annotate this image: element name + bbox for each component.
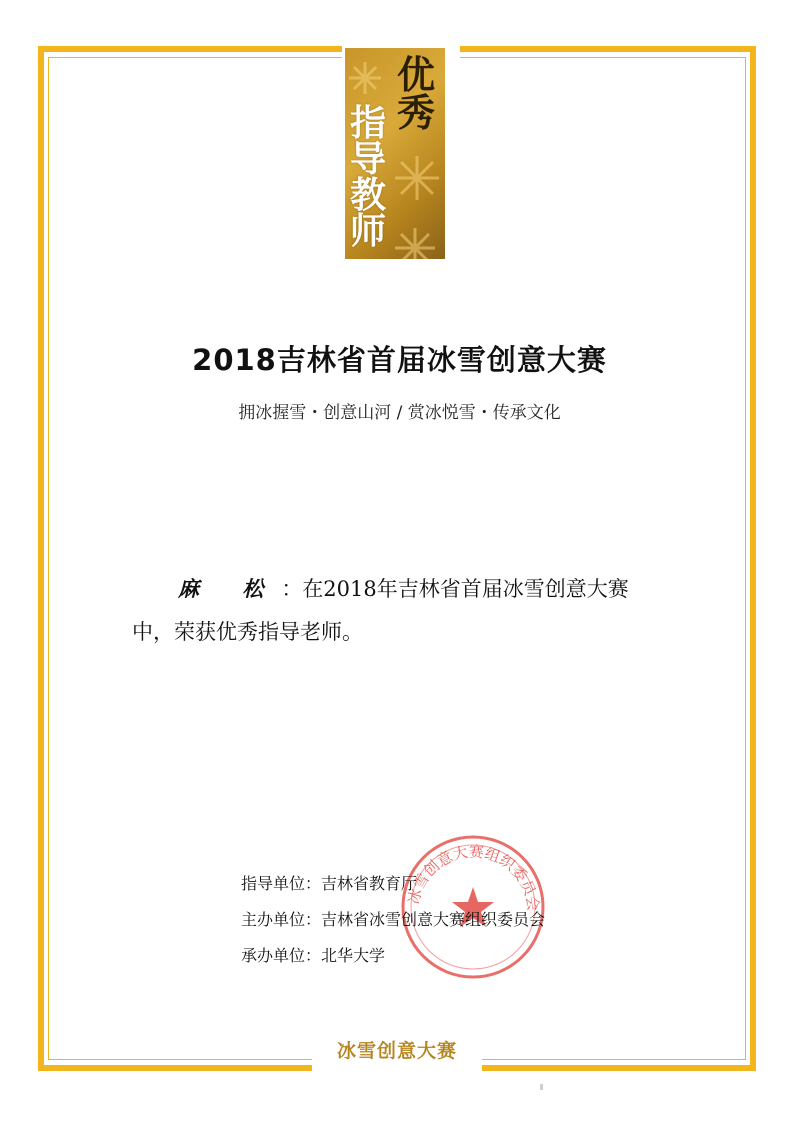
award-statement-line2: 中，荣获优秀指导老师。	[132, 620, 363, 644]
award-banner	[345, 48, 445, 259]
banner-char: 教	[350, 175, 387, 216]
organizer-value: 北华大学	[321, 946, 386, 965]
organizer-label: 指导单位：	[241, 874, 322, 893]
banner-text-left	[350, 103, 387, 252]
banner-char: 优	[397, 53, 436, 97]
organizer-label: 主办单位：	[241, 910, 322, 929]
certificate-title: 2018吉林省首届冰雪创意大赛	[192, 343, 607, 377]
organizer-row	[241, 902, 545, 938]
banner-char: 导	[350, 139, 387, 180]
banner-char: 师	[350, 211, 387, 252]
organizer-value: 吉林省教育厅	[321, 874, 418, 893]
organizer-row	[241, 938, 545, 974]
banner-char: 秀	[397, 91, 436, 135]
award-text-part1: ：在2018年吉林省首届冰雪创意大赛	[281, 577, 629, 601]
banner-text-right	[397, 53, 436, 135]
organizer-row	[241, 866, 545, 902]
recipient-name: 麻 松	[178, 576, 282, 601]
scan-mark	[540, 1084, 543, 1090]
svg-text:冰雪创意大赛组织委员会: 冰雪创意大赛组织委员会	[404, 842, 543, 913]
organizer-label: 承办单位：	[241, 946, 322, 965]
banner-char: 指	[350, 103, 387, 144]
footer-event-name: 冰雪创意大赛	[336, 1040, 457, 1062]
award-statement-line1	[178, 562, 678, 616]
certificate-subtitle: 拥冰握雪・创意山河 / 赏冰悦雪・传承文化	[238, 403, 561, 423]
organizers-list	[241, 866, 545, 974]
organizer-value: 吉林省冰雪创意大赛组织委员会	[321, 910, 546, 929]
